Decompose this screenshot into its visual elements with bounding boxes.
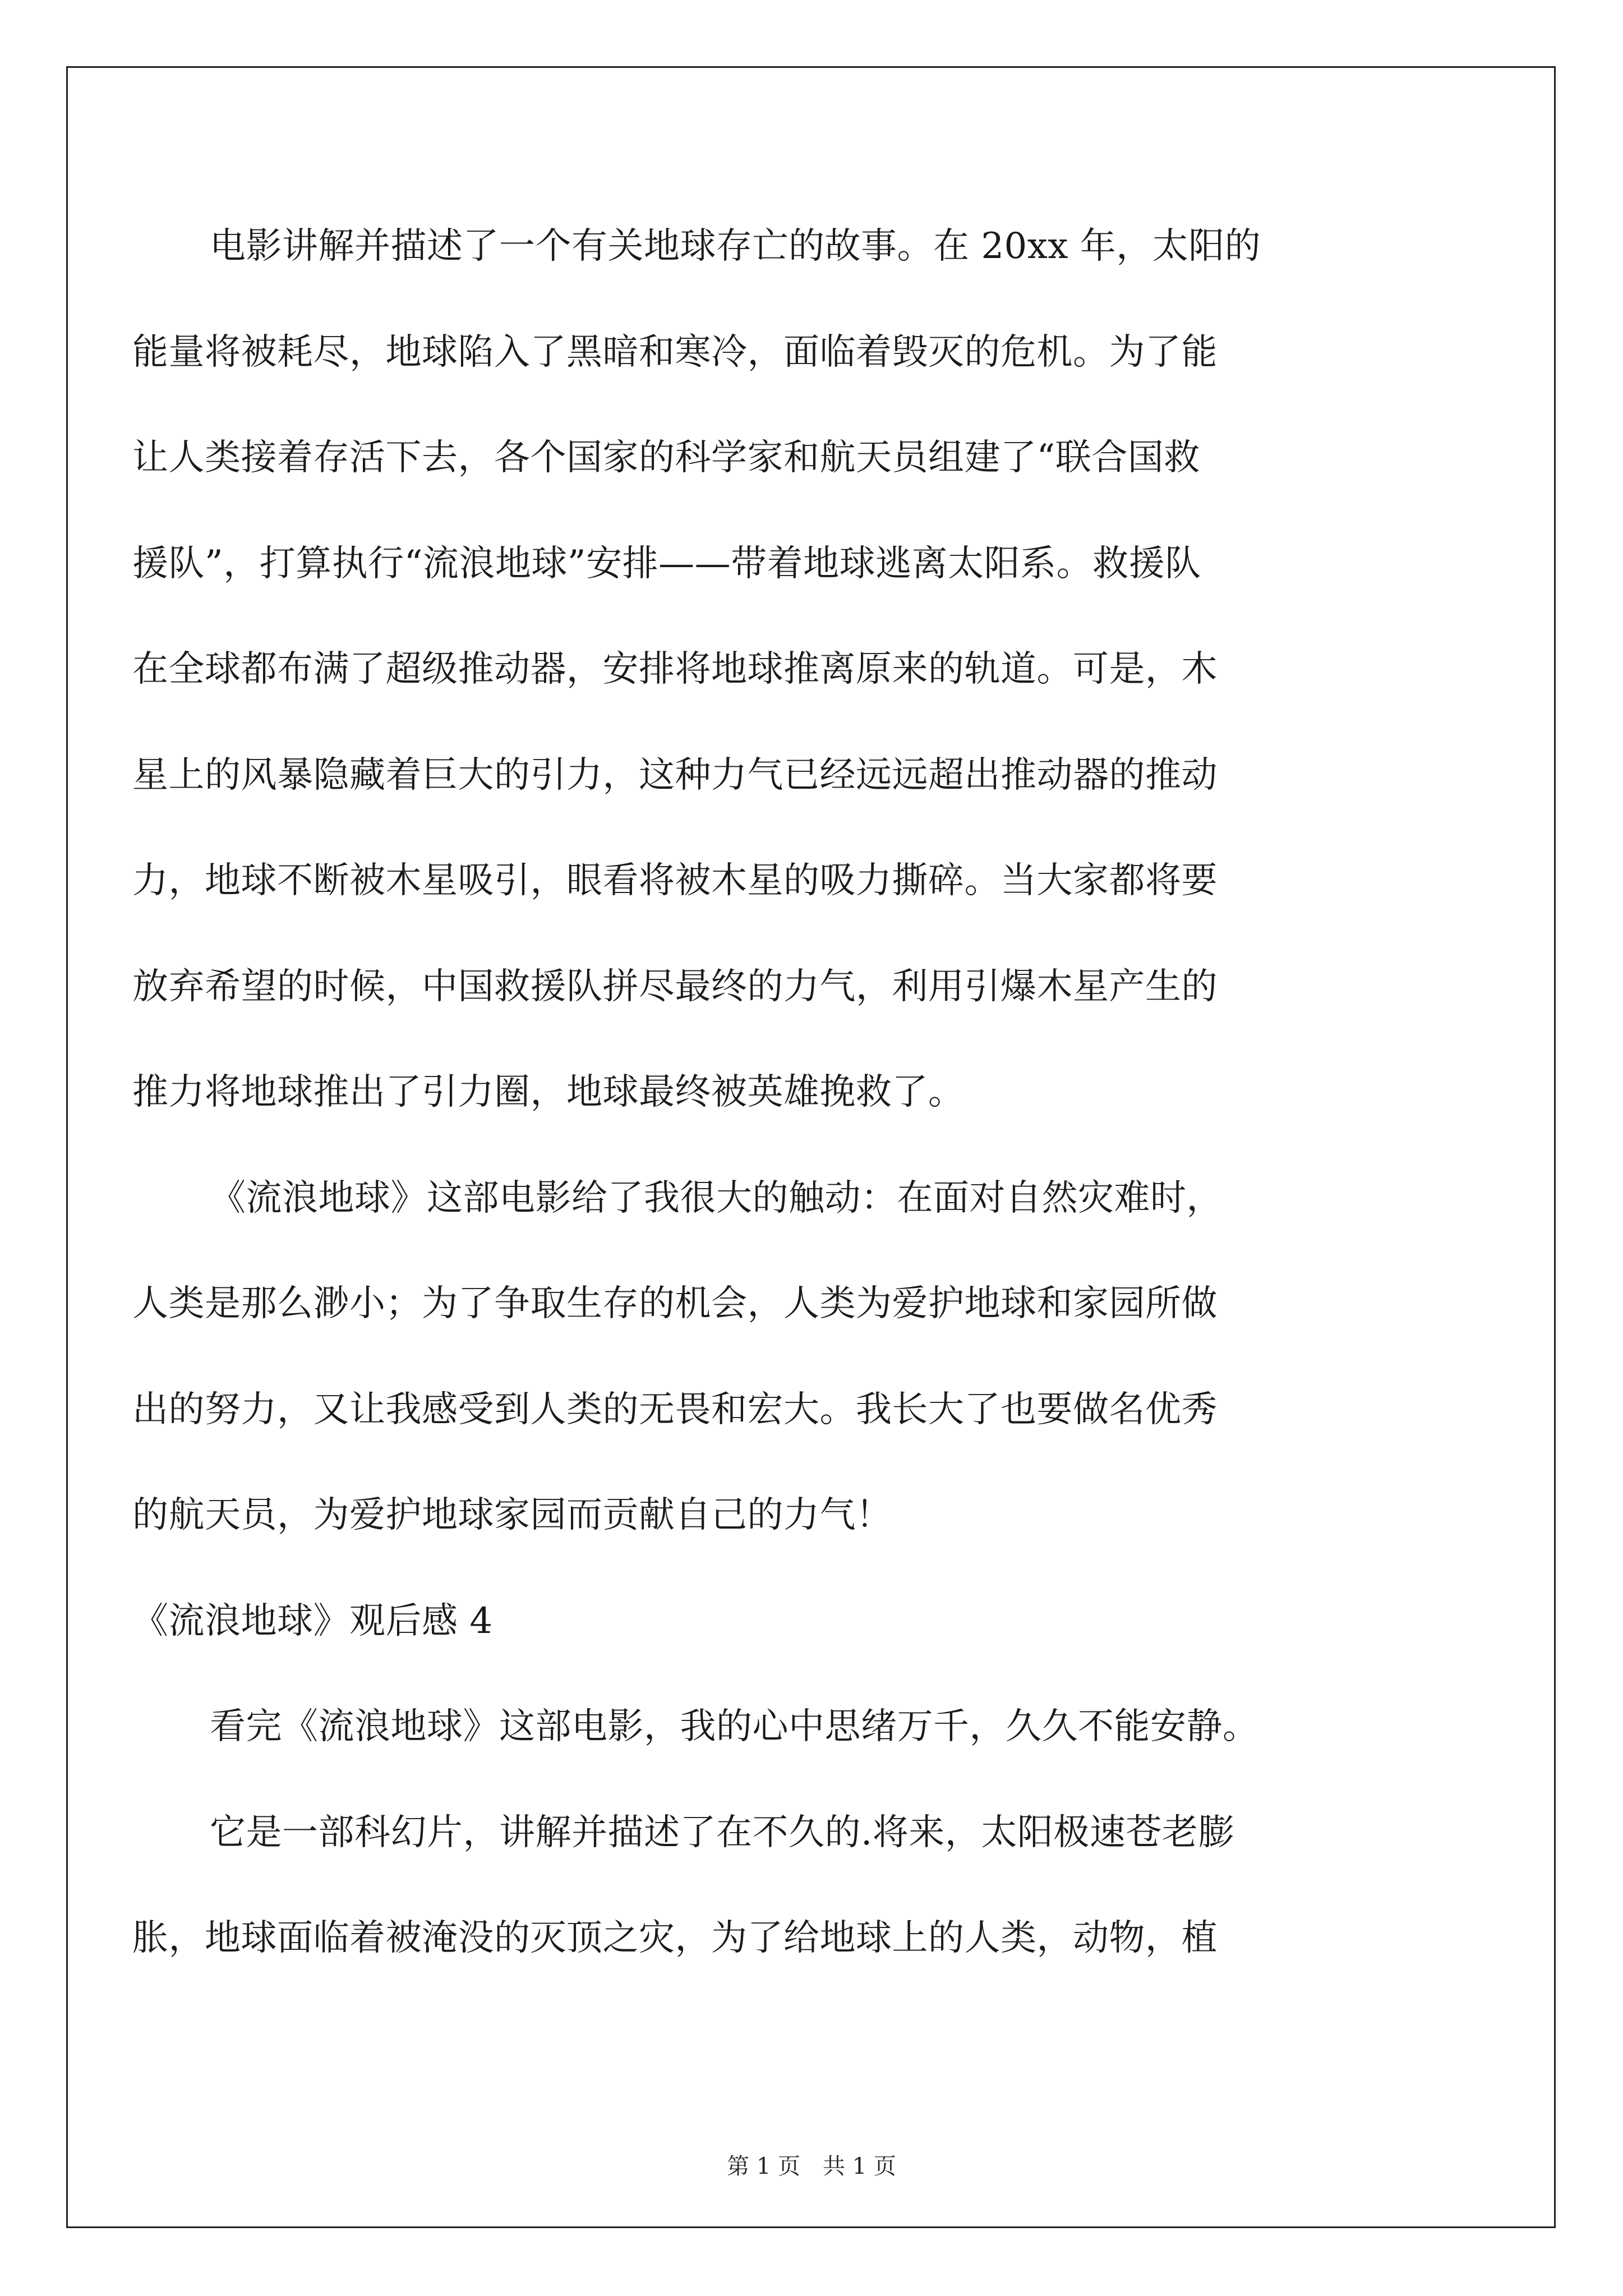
text-line: 让人类接着存活下去，各个国家的科学家和航天员组建了“联合国救 bbox=[132, 437, 1200, 478]
text-line: 能量将被耗尽，地球陷入了黑暗和寒冷，面临着毁灭的危机。为了能 bbox=[132, 331, 1218, 373]
paragraph bbox=[132, 1145, 1428, 1568]
text-line: 出的努力，又让我感受到人类的无畏和宏大。我长大了也要做名优秀 bbox=[132, 1388, 1218, 1430]
text-line: 胀，地球面临着被淹没的灭顶之灾，为了给地球上的人类，动物，植 bbox=[132, 1917, 1218, 1959]
text-line: 的航天员，为爱护地球家园而贡献自己的力气！ bbox=[132, 1494, 892, 1536]
paragraph bbox=[132, 194, 1428, 1145]
page-number: 第 1 页 共 1 页 bbox=[727, 2154, 896, 2179]
text-line: 力，地球不断被木星吸引，眼看将被木星的吸力撕碎。当大家都将要 bbox=[132, 860, 1218, 901]
heading-text: 《流浪地球》观后感 4 bbox=[132, 1600, 493, 1642]
text-line: 电影讲解并描述了一个有关地球存亡的故事。在 20xx 年，太阳的 bbox=[210, 226, 1261, 267]
text-line: 在全球都布满了超级推动器，安排将地球推离原来的轨道。可是，木 bbox=[132, 648, 1218, 690]
text-line: 看完《流浪地球》这部电影，我的心中思绪万千，久久不能安静。 bbox=[210, 1706, 1259, 1747]
text-line: 人类是那么渺小；为了争取生存的机会，人类为爱护地球和家园所做 bbox=[132, 1283, 1218, 1324]
text-line: 放弃希望的时候，中国救援队拼尽最终的力气，利用引爆木星产生的 bbox=[132, 965, 1218, 1007]
paragraph bbox=[132, 1674, 1428, 1780]
section-heading bbox=[132, 1568, 1428, 1674]
text-line: 推力将地球推出了引力圈，地球最终被英雄挽救了。 bbox=[132, 1071, 965, 1113]
text-line: 《流浪地球》这部电影给了我很大的触动：在面对自然灾难时， bbox=[210, 1177, 1223, 1219]
text-line: 它是一部科幻片，讲解并描述了在不久的.将来，太阳极速苍老膨 bbox=[210, 1811, 1234, 1853]
document-body bbox=[132, 194, 1428, 1991]
text-line: 援队”，打算执行“流浪地球”安排——带着地球逃离太阳系。救援队 bbox=[132, 542, 1201, 585]
page-footer bbox=[0, 2150, 1623, 2183]
paragraph bbox=[132, 1780, 1428, 1991]
text-line: 星上的风暴隐藏着巨大的引力，这种力气已经远远超出推动器的推动 bbox=[132, 754, 1218, 796]
